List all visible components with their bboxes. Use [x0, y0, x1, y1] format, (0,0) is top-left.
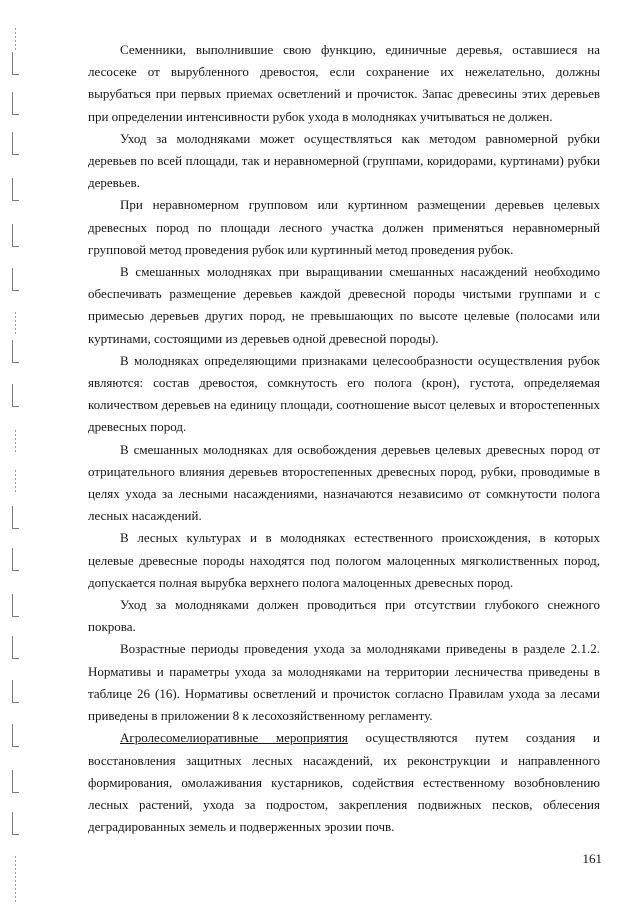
paragraph: Уход за молодняками должен проводиться при отсутствии глубокого снежного покрова. — [88, 597, 600, 635]
body-text — [88, 39, 600, 838]
paragraph: При неравномерном групповом или куртинном размещении деревьев целевых древесных пород по площади лесного участка должен применяться неравномерный групповой метод проведения рубок или куртинный метод проведения рубок. — [88, 197, 600, 257]
paragraph: Семенники, выполнившие свою функцию, единичные деревья, оставшиеся на лесосеке от вырубленного древостоя, если сохранение их нежелательно, должны вырубаться при первых приемах осветлений и прочисток. Запас древесины этих деревьев при определении интенсивности рубок ухода в молодняках учитываться не должен. — [88, 42, 600, 124]
paragraph: В смешанных молодняках для освобождения деревьев целевых древесных пород от отрицательного влияния деревьев второстепенных древесных пород, рубки, проводимые в целях ухода за лесными насаждениями, назначаются независимо от сомкнутости полога лесных насаждений. — [88, 441, 600, 524]
paragraph: В смешанных молодняках при выращивании смешанных насаждений необходимо обеспечивать размещение деревьев каждой древесной породы чистыми группами и с примесью деревьев других пород, не превышающих по высоте целевые (полосами или куртинами, состоящими из деревьев одной древесной породы). — [88, 264, 600, 346]
underlined-term: Агролесомелиоративные мероприятия — [120, 730, 348, 746]
paragraph: Уход за молодняками может осуществляться как методом равномерной рубки деревьев по всей площади, так и неравномерной (группами, коридорами, куртинами) рубки деревьев. — [88, 130, 600, 191]
paragraph-agroforestry — [88, 727, 600, 838]
paragraph-text: осуществляются путем создания и восстановления защитных лесных насаждений, их реконструкции и направленного формирования, омолаживания кустарников, содействия естественному возобновлению лесных растений, ухода за подростом, закрепления подвижных песков, облесения деградированных земель и подверженных эрозии почв. — [88, 730, 600, 835]
page-number: 161 — [582, 851, 602, 866]
paragraph: В молодняках определяющими признаками целесообразности осуществления рубок являются: состав древостоя, сомкнутость его полога (крон), густота, определяемая количеством деревьев на единицу площади, соотношение высот целевых и второстепенных древесных пород. — [88, 352, 600, 435]
paragraph: В лесных культурах и в молодняках естественного происхождения, в которых целевые древесные породы находятся под пологом малоценных мягколиственных пород, допускается полная вырубка верхнего полога малоценных древесных пород. — [88, 530, 600, 590]
binding-margin-marks — [4, 0, 24, 905]
paragraph: Возрастные периоды проведения ухода за молодняками приведены в разделе 2.1.2. Нормативы и параметры ухода за молодняками на территории лесничества приведены в таблице 26 (16). Нормативы осветлений и прочисток согласно Правилам ухода за лесами приведены в приложении 8 к лесохозяйственному регламенту. — [88, 641, 600, 724]
